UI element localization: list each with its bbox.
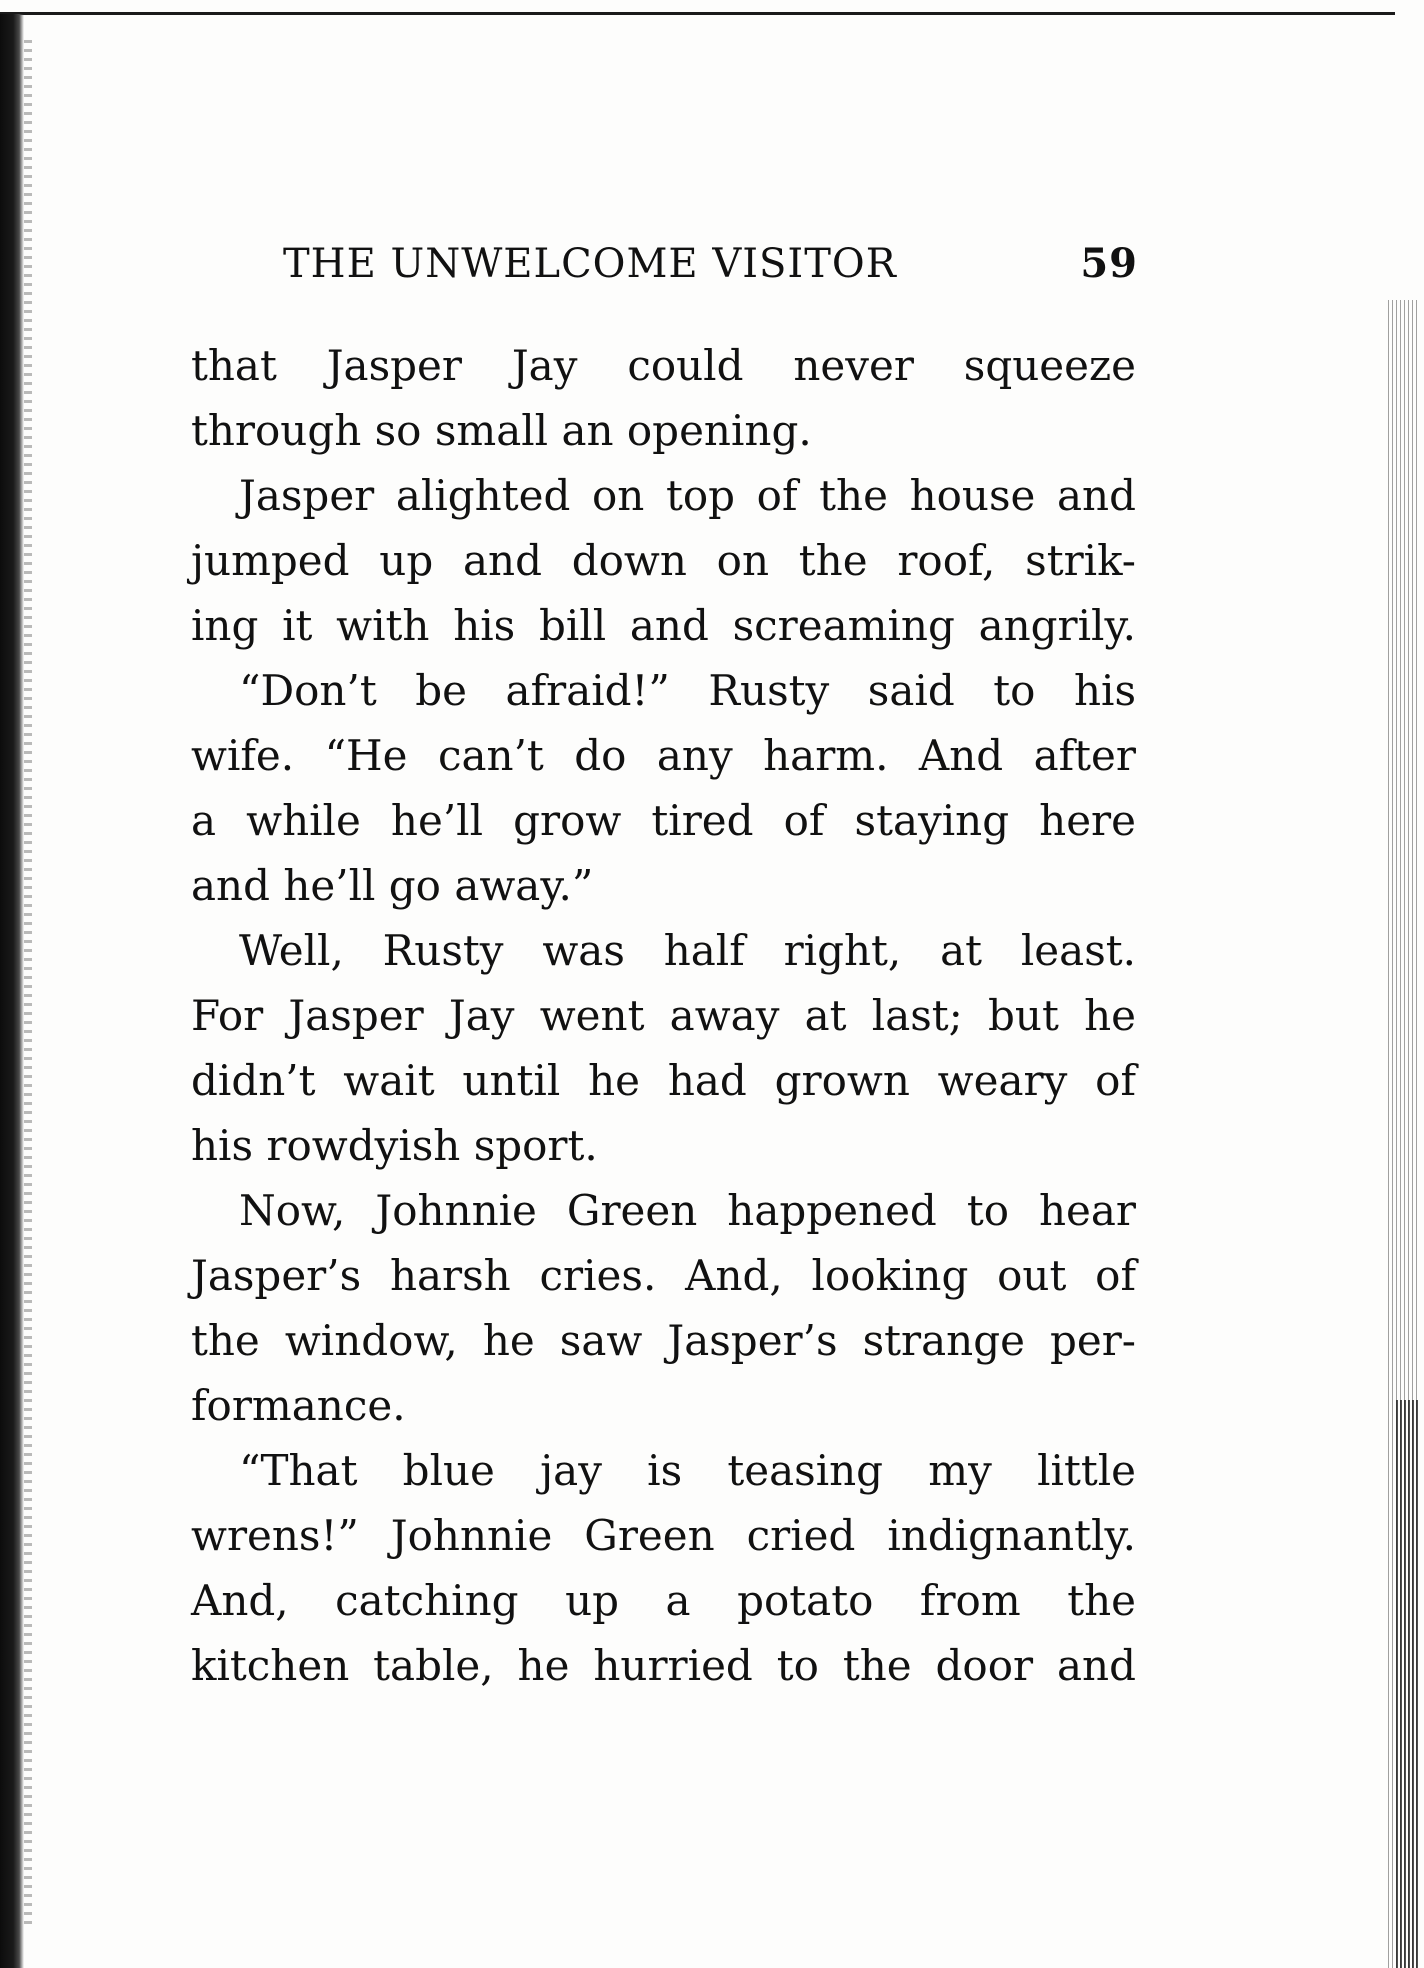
text-line: wrens!” Johnnie Green cried indignantly. xyxy=(191,1511,1136,1560)
text-line: For Jasper Jay went away at last; but he xyxy=(191,991,1136,1040)
page-top-edge xyxy=(0,0,1395,15)
running-header xyxy=(283,240,1138,287)
text-line: didn’t wait until he had grown weary of xyxy=(191,1056,1136,1105)
text-line: kitchen table, he hurried to the door and xyxy=(191,1641,1136,1690)
text-line: that Jasper Jay could never squeeze xyxy=(191,341,1136,390)
text-line: Now, Johnnie Green happened to hear xyxy=(239,1186,1136,1235)
text-line: “That blue jay is teasing my little xyxy=(239,1446,1136,1495)
page-number: 59 xyxy=(1080,240,1138,287)
binding-texture xyxy=(24,40,32,1930)
page-stack-edge-lower xyxy=(1396,1400,1418,1968)
text-line: ing it with his bill and screaming angrily. xyxy=(191,601,1136,650)
text-line: his rowdyish sport. xyxy=(191,1121,598,1170)
binding-shadow xyxy=(0,14,24,1968)
text-line: formance. xyxy=(191,1381,406,1430)
text-line: Jasper alighted on top of the house and xyxy=(239,471,1136,520)
text-line: and he’ll go away.” xyxy=(191,861,594,910)
text-line: through so small an opening. xyxy=(191,406,812,455)
text-line: Well, Rusty was half right, at least. xyxy=(239,926,1136,975)
text-line: Jasper’s harsh cries. And, looking out of xyxy=(191,1251,1136,1300)
body-text xyxy=(191,333,1136,1698)
text-line: the window, he saw Jasper’s strange per- xyxy=(191,1316,1136,1365)
text-line: wife. “He can’t do any harm. And after xyxy=(191,731,1136,780)
text-line: a while he’ll grow tired of staying here xyxy=(191,796,1136,845)
running-title: THE UNWELCOME VISITOR xyxy=(283,241,897,287)
text-line: And, catching up a potato from the xyxy=(191,1576,1136,1625)
text-line: jumped up and down on the roof, strik- xyxy=(191,536,1136,585)
text-line: “Don’t be afraid!” Rusty said to his xyxy=(239,666,1136,715)
